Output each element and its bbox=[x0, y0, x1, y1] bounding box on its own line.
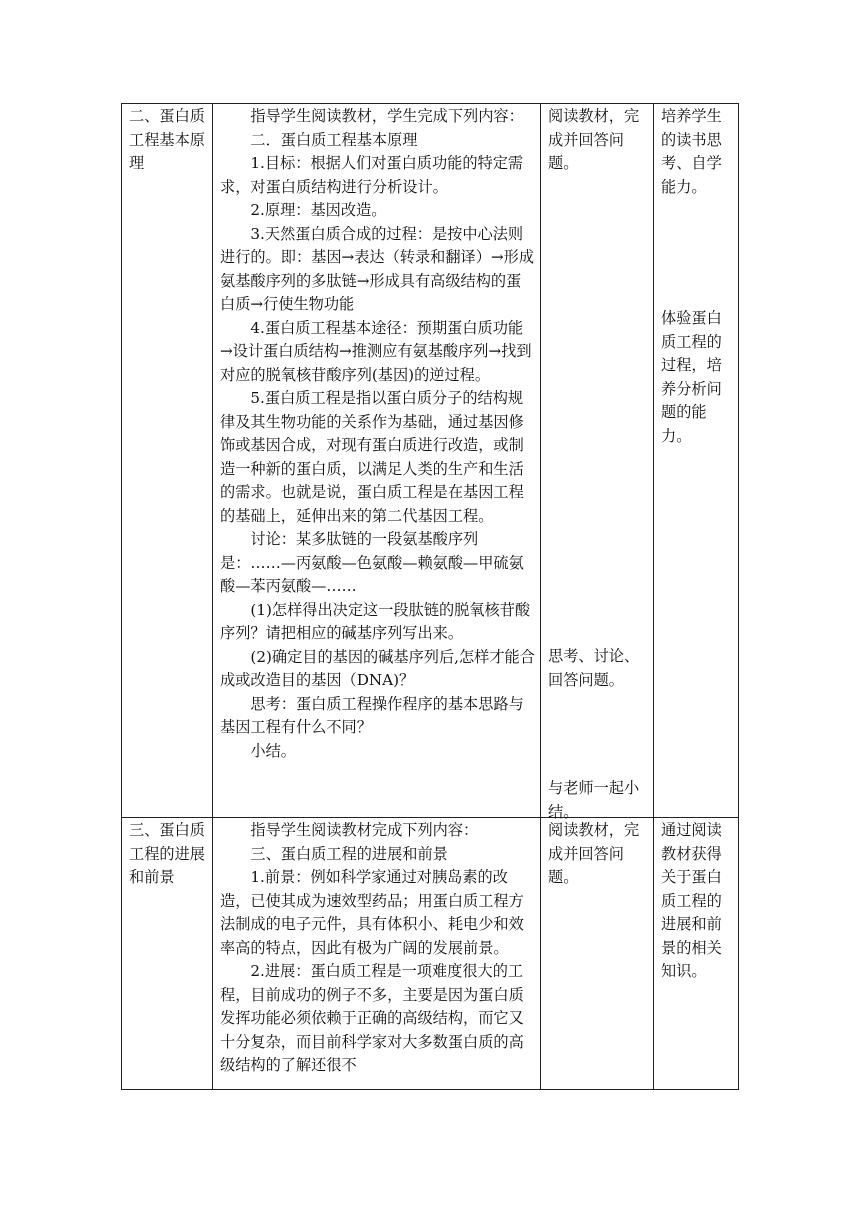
paragraph: 小结。 bbox=[250, 741, 296, 760]
paragraph: 3.天然蛋白质合成的过程：是按中心法则进行的。即：基因→表达（转录和翻译）→形成氨基酸序列的多肽链→形成具有高级结构的蛋白质→行使生物功能 bbox=[220, 224, 535, 313]
student-activity-cell bbox=[541, 818, 654, 1090]
paragraph: 二．蛋白质工程基本原理 bbox=[250, 130, 418, 149]
student-activity-text: 阅读教材，完成并回答问题。 bbox=[548, 821, 640, 886]
paragraph: 1.目标：根据人们对蛋白质功能的特定需求，对蛋白质结构进行分析设计。 bbox=[220, 154, 524, 196]
paragraph: 2.原理：基因改造。 bbox=[250, 201, 387, 219]
paragraph: 指导学生阅读教材完成下列内容： bbox=[250, 821, 479, 839]
table-row bbox=[122, 104, 739, 818]
design-intent-text: 体验蛋白质工程的过程，培养分析问题的能力。 bbox=[661, 309, 722, 445]
student-activity-text: 与老师一起小结。 bbox=[548, 779, 640, 821]
section-cell bbox=[122, 104, 213, 818]
section-title: 二、蛋白质工程基本原理 bbox=[129, 107, 205, 172]
paragraph: (1)怎样得出决定这一段肽链的脱氧核苷酸序列？请把相应的碱基序列写出来。 bbox=[220, 600, 531, 642]
paragraph: 4.蛋白质工程基本途径：预期蛋白质功能→设计蛋白质结构→推测应有氨基酸序列→找到对应的脱氧核苷酸序列(基因)的逆过程。 bbox=[220, 318, 532, 384]
paragraph: 1.前景：例如科学家通过对胰岛素的改造，已使其成为速效型药品；用蛋白质工程方法制成的电子元件，具有体积小、耗电少和效率高的特点，因此有极为广阔的发展前景。 bbox=[220, 868, 524, 957]
table-row bbox=[122, 818, 739, 1090]
student-activity-text: 阅读教材，完成并回答问题。 bbox=[548, 107, 640, 172]
teacher-activity-cell bbox=[213, 818, 541, 1090]
design-intent-cell bbox=[654, 818, 739, 1090]
section-cell bbox=[122, 818, 213, 1090]
design-intent-text: 通过阅读教材获得关于蛋白质工程的进展和前景的相关知识。 bbox=[661, 821, 722, 980]
paragraph: 2.进展：蛋白质工程是一项难度很大的工程，目前成功的例子不多，主要是因为蛋白质发挥功能必须依赖于正确的高级结构，而它又十分复杂，而目前科学家对大多数蛋白质的高级结构的了解还很不 bbox=[220, 962, 524, 1074]
design-intent-cell bbox=[654, 104, 739, 818]
paragraph: 5.蛋白质工程是指以蛋白质分子的结构规律及其生物功能的关系作为基础，通过基因修饰或基因合成，对现有蛋白质进行改造，或制造一种新的蛋白质，以满足人类的生产和生活的需求。也就是说，蛋白质工程是在基因工程的基础上，延伸出来的第二代基因工程。 bbox=[220, 389, 524, 525]
teacher-activity-cell bbox=[213, 104, 541, 818]
paragraph: (2)确定目的基因的碱基序列后,怎样才能合成或改造目的基因（DNA)？ bbox=[220, 647, 535, 689]
section-title: 三、蛋白质工程的进展和前景 bbox=[129, 821, 205, 886]
paragraph: 三、蛋白质工程的进展和前景 bbox=[250, 844, 448, 863]
design-intent-text: 培养学生的读书思考、自学能力。 bbox=[661, 107, 722, 196]
lesson-plan-table bbox=[121, 103, 739, 1090]
student-activity-cell bbox=[541, 104, 654, 821]
paragraph: 讨论：某多肽链的一段氨基酸序列是：……—丙氨酸—色氨酸—赖氨酸—甲硫氨酸—苯丙氨酸—…… bbox=[220, 530, 524, 595]
paragraph: 思考：蛋白质工程操作程序的基本思路与基因工程有什么不同？ bbox=[220, 694, 524, 736]
student-activity-text: 思考、讨论、回答问题。 bbox=[548, 647, 640, 689]
paragraph: 指导学生阅读教材，学生完成下列内容： bbox=[250, 107, 524, 125]
